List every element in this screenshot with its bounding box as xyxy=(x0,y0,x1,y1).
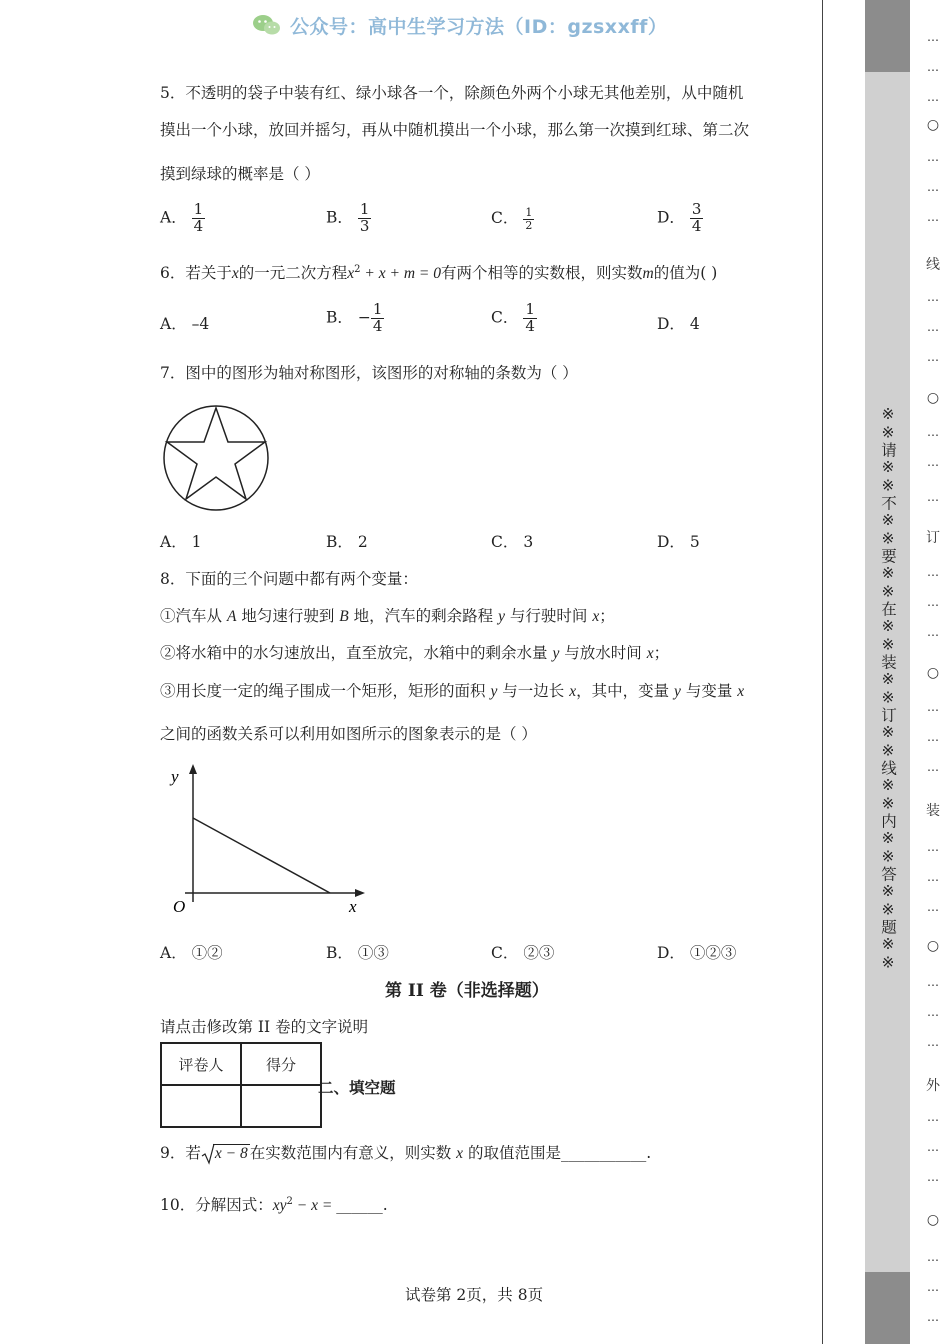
q6-option-a[interactable]: A． –4 xyxy=(160,315,210,333)
binding-char-line: 线 xyxy=(926,257,940,273)
binding-top-block xyxy=(865,0,910,72)
graph-line xyxy=(193,818,330,893)
q8-item3: ③用长度一定的绳子围成一个矩形，矩形的面积 y 与一边长 x，其中，变量 y 与变量 x xyxy=(160,682,745,700)
star-in-circle-figure xyxy=(162,404,270,512)
q8-intro: 8．下面的三个问题中都有两个变量： xyxy=(160,570,418,588)
q8-option-d[interactable]: D． ①②③ xyxy=(657,944,737,962)
q7-option-d[interactable]: D． 5 xyxy=(657,533,700,551)
q7-stem: 7．图中的图形为轴对称图形，该图形的对称轴的条数为（ ） xyxy=(160,364,578,382)
fraction: $\frac{1}{2}$ xyxy=(525,205,533,232)
section-note[interactable]: 请点击修改第 II 卷的文字说明 xyxy=(160,1018,369,1036)
fraction: $\frac{1}{4}$ xyxy=(193,200,204,235)
header-watermark xyxy=(252,12,667,39)
score-table xyxy=(160,1042,322,1128)
q5-option-a[interactable]: A． $\frac{1}{4}$ xyxy=(160,200,204,235)
q6-option-c[interactable]: C． $\frac{1}{4}$ xyxy=(491,300,535,335)
y-axis-label: y xyxy=(171,767,179,786)
x-axis-arrow xyxy=(355,889,365,897)
x-axis-label: x xyxy=(349,897,357,916)
fraction: $\frac{1}{3}$ xyxy=(359,200,370,235)
q5-line1: 5．不透明的袋子中装有红、绿小球各一个，除颜色外两个小球无其他差别，从中随机 xyxy=(160,84,744,102)
q5-option-d[interactable]: D． $\frac{3}{4}$ xyxy=(657,200,702,235)
q5-option-c[interactable]: C． $\frac{1}{2}$ xyxy=(491,205,533,232)
binding-char-outer: 外 xyxy=(926,1078,940,1094)
answer-blank[interactable]: ___________ xyxy=(561,1144,647,1162)
q7-option-a[interactable]: A． 1 xyxy=(160,533,202,551)
q8-item2: ②将水箱中的水匀速放出，直至放完，水箱中的剩余水量 y 与放水时间 x； xyxy=(160,644,670,662)
q5-line2: 摸出一个小球，放回并摇匀，再从中随机摸出一个小球，那么第一次摸到红球、第二次 xyxy=(160,121,750,139)
grader-cell xyxy=(161,1085,241,1127)
q7-option-b[interactable]: B． 2 xyxy=(326,533,368,551)
binding-margin-inner xyxy=(822,0,866,1344)
q5-line3: 摸到绿球的概率是（ ） xyxy=(160,165,320,183)
score-cell xyxy=(241,1085,321,1127)
q6-stem: 6．若关于x的一元二次方程$x^2 + x + m = 0$有两个相等的实数根，则实数m的值为( ) xyxy=(160,263,718,282)
origin-label: O xyxy=(173,897,186,916)
table-header-score: 得分 xyxy=(241,1043,321,1085)
circle-mark: ○ xyxy=(926,1212,940,1228)
y-axis-arrow xyxy=(189,764,197,774)
fraction: $\frac{3}{4}$ xyxy=(691,200,702,235)
sqrt-expression: x − 8 xyxy=(201,1144,250,1163)
q6-option-d[interactable]: D． 4 xyxy=(657,315,700,333)
outer-binding-column: … … … ○ … … … 线 … … … ○ … … … 订 … … … ○ … … … 装 … … … ○ … … … 外 … … … ○ … … … xyxy=(926,30,940,1324)
fraction: $\frac{1}{4}$ xyxy=(372,300,383,335)
q10-stem: 10．分解因式：$xy^2 - x$ = ______. xyxy=(160,1195,388,1214)
binding-char-bind: 装 xyxy=(926,803,940,819)
q8-option-c[interactable]: C． ②③ xyxy=(491,944,555,962)
page-footer: 试卷第 2页，共 8页 xyxy=(405,1286,544,1304)
q8-option-a[interactable]: A． ①② xyxy=(160,944,223,962)
header-text: 公众号：高中生学习方法（ID：gzsxxff） xyxy=(290,16,668,38)
binding-bottom-block xyxy=(865,1272,910,1344)
answer-blank[interactable]: ______ xyxy=(336,1196,383,1214)
fill-in-heading: 二、填空题 xyxy=(318,1078,396,1097)
circle-mark: ○ xyxy=(926,390,940,406)
q8-line-last: 之间的函数关系可以利用如图所示的图象表示的是（ ） xyxy=(160,725,537,743)
q8-option-b[interactable]: B． ①③ xyxy=(326,944,389,962)
sqrt-icon xyxy=(201,1143,215,1165)
q8-item1: ①汽车从 A 地匀速行驶到 B 地，汽车的剩余路程 y 与行驶时间 x； xyxy=(160,607,615,625)
wechat-icon xyxy=(252,13,282,37)
circle-mark: ○ xyxy=(926,938,940,954)
section-title: 第 II 卷（非选择题） xyxy=(385,981,549,1001)
circle-mark: ○ xyxy=(926,117,940,133)
q5-option-b[interactable]: B． $\frac{1}{3}$ xyxy=(326,200,370,235)
q9-stem: 9．若 x − 8 在实数范围内有意义，则实数 x 的取值范围是___________. xyxy=(160,1141,651,1163)
q8-graph xyxy=(165,762,365,920)
binding-warning-text: ※※请※※不※※要※※在※※装※※订※※线※※内※※答※※题※※ xyxy=(879,405,897,972)
table-header-grader: 评卷人 xyxy=(161,1043,241,1085)
binding-char-order: 订 xyxy=(926,530,940,546)
circle-mark: ○ xyxy=(926,665,940,681)
fraction: $\frac{1}{4}$ xyxy=(525,300,535,335)
q7-option-c[interactable]: C． 3 xyxy=(491,533,534,551)
q6-option-b[interactable]: B． − $\frac{1}{4}$ xyxy=(326,300,383,335)
